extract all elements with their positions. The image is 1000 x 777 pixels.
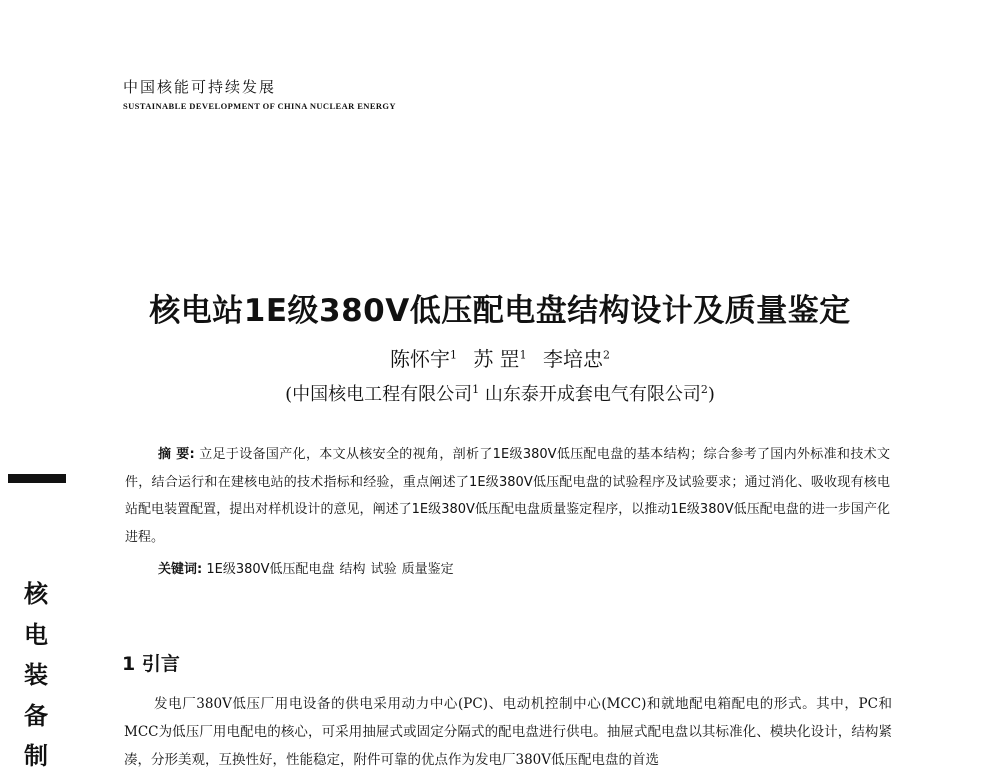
abstract — [125, 441, 890, 551]
keyword: 质量鉴定 — [401, 562, 454, 577]
author-3 — [543, 347, 610, 371]
abstract-text: 立足于设备国产化，本文从核安全的视角，剖析了1E级380V低压配电盘的基本结构；综合参考了国内外标准和技术文件，结合运行和在建核电站的技术指标和经验，重点阐述了1E级380V低压配电盘的试验程序及试验要求；通过消化、吸收现有核电站配电装置配置，提出对样机设计的意见，阐述了1E级380V低压配电盘质量鉴定程序，以推动1E级380V低压配电盘的进一步国产化进程。 — [125, 447, 890, 545]
journal-name-en: SUSTAINABLE DEVELOPMENT OF CHINA NUCLEAR ENERGY — [123, 101, 396, 111]
author-list — [0, 343, 1000, 372]
author-2 — [473, 347, 526, 371]
affiliation-mark: 1 — [472, 383, 480, 396]
keywords — [158, 558, 459, 577]
author-affil-mark: 2 — [603, 348, 611, 362]
affiliation-2: 山东泰开成套电气有限公司 — [479, 384, 701, 405]
affiliation-mark: 2 — [700, 383, 708, 396]
side-label-char: 电 — [24, 619, 48, 649]
keyword: 结构 — [339, 562, 366, 577]
paper-title: 核电站1E级380V低压配电盘结构设计及质量鉴定 — [149, 293, 851, 329]
keyword: 1E级380V低压配电盘 — [206, 562, 335, 577]
author-name: 陈怀宇 — [389, 347, 450, 371]
side-label-char: 核 — [24, 579, 48, 608]
author-name: 李培忠 — [543, 347, 604, 371]
side-label-char: 装 — [24, 660, 48, 689]
author-1 — [390, 347, 457, 371]
side-label-char: 制 — [24, 741, 48, 770]
section-heading: 1 引言 — [122, 653, 180, 675]
author-affil-mark: 1 — [449, 348, 457, 362]
side-bar-marker — [8, 474, 66, 483]
journal-name-cn: 中国核能可持续发展 — [123, 78, 277, 96]
abstract-label: 摘 要: — [158, 447, 195, 462]
keywords-label: 关键词: — [158, 562, 203, 577]
keyword: 试验 — [370, 562, 397, 577]
affiliation-close: ) — [707, 384, 715, 405]
author-name: 苏 罡 — [473, 347, 520, 371]
side-label-char: 备 — [24, 700, 48, 730]
side-section-label — [24, 574, 54, 777]
affiliations — [0, 380, 1000, 406]
author-affil-mark: 1 — [519, 348, 527, 362]
body-paragraph: 发电厂380V低压厂用电设备的供电采用动力中心(PC)、电动机控制中心(MCC)和就地配电箱配电的形式。其中，PC和MCC为低压厂用电配电的核心，可采用抽屉式或固定分隔式的配电盘进行供电。抽屉式配电盘以其标准化、模块化设计，结构紧凑，分形美观，互换性好，性能稳定，附件可靠的优点作为发电厂380V低压配电盘的首选 — [124, 696, 892, 768]
affiliation-1: (中国核电工程有限公司 — [285, 384, 473, 405]
